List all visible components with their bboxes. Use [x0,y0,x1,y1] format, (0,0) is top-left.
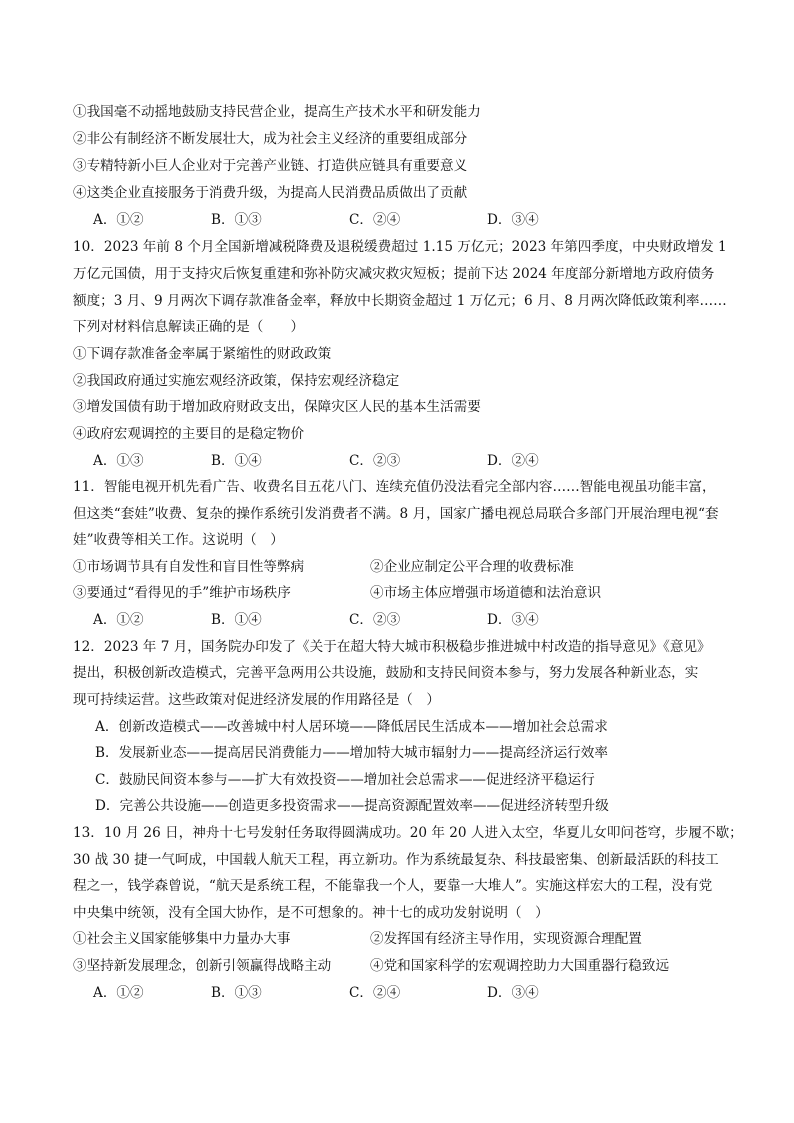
q10-stem-line-3: 额度；3 月、9 月两次下调存款准备金率，释放中长期资金超过 1 万亿元；6 月、8 月两次降低政策利率…… [73,293,727,309]
q13-statement-1: ①社会主义国家能够集中力量办大事 [73,931,291,947]
q12-stem-line-3: 现可持续运营。这些政策对促进经济发展的作用路径是（ ） [73,692,441,708]
q12-stem-line-1: 12．2023 年 7 月，国务院办印发了《关于在超大特大城市积极稳步推进城中村改造的指导意见》《意见》 [73,639,711,655]
q13-option-b: B．①③ [211,985,262,1001]
q9-statement-4: ④这类企业直接服务于消费升级，为提高人民消费品质做出了贡献 [73,185,468,201]
q13-statement-2: ②发挥国有经济主导作用，实现资源合理配置 [370,931,642,947]
q11-stem-line-3: 娃”收费等相关工作。这说明（ ） [73,532,284,548]
q12-option-a: A．创新改造模式——改善城中村人居环境——降低居民生活成本——增加社会总需求 [95,719,608,735]
q10-option-c: C．②③ [349,453,401,469]
q11-stem-line-1: 11．智能电视开机先看广告、收费名目五花八门、连续充值仍没法看完全部内容……智能电视虽功能丰富， [73,479,716,495]
q12-stem-line-2: 提出，积极创新改造模式，完善平急两用公共设施，鼓励和支持民间资本参与，努力发展各种新业态，实 [73,665,699,681]
q12-option-b: B．发展新业态——提高居民消费能力——增加特大城市辐射力——提高经济运行效率 [95,745,608,761]
q10-stem-line-4: 下列对材料信息解读正确的是（ ） [73,319,305,335]
q13-option-a: A．①② [93,985,144,1001]
q13-stem-line-2: 30 战 30 捷一气呵成，中国载人航天工程，再立新功。作为系统最复杂、科技最密集、创新最活跃的科技工 [73,852,719,868]
q11-option-b: B．①④ [211,612,262,628]
q13-stem-line-1: 13．10 月 26 日，神舟十七号发射任务取得圆满成功。20 年 20 人进入太空，华夏儿女叩问苍穹，步履不歇； [73,825,743,841]
q11-option-d: D．③④ [487,612,539,628]
q11-stem-line-2: 但这类“套娃”收费、复杂的操作系统引发消费者不满。8 月，国家广播电视总局联合多部门开展治理电视“套 [73,506,719,522]
q9-option-d: D．③④ [487,212,539,228]
q13-stem-line-3: 程之一，钱学森曾说，“航天是系统工程，不能靠我一个人，要靠一大堆人”。实施这样宏大的工程，没有党 [73,878,713,894]
q11-statement-2: ②企业应制定公平合理的收费标准 [370,559,574,575]
q9-statement-2: ②非公有制经济不断发展壮大，成为社会主义经济的重要组成部分 [73,131,468,147]
q10-statement-2: ②我国政府通过实施宏观经济政策，保持宏观经济稳定 [73,373,400,389]
q9-option-a: A．①② [93,212,144,228]
q10-option-b: B．①④ [211,453,262,469]
q11-statement-4: ④市场主体应增强市场道德和法治意识 [370,585,602,601]
q10-option-a: A．①③ [93,453,144,469]
q13-option-c: C．②④ [349,985,401,1001]
q10-statement-3: ③增发国债有助于增加政府财政支出，保障灾区人民的基本生活需要 [73,399,481,415]
q9-option-b: B．①③ [211,212,262,228]
q11-option-a: A．①② [93,612,144,628]
q10-stem-line-1: 10．2023 年前 8 个月全国新增减税降费及退税缓费超过 1.15 万亿元；2023 年第四季度，中央财政增发 1 [73,239,727,255]
q13-statement-3: ③坚持新发展理念，创新引领赢得战略主动 [73,958,332,974]
q13-option-d: D．③④ [487,985,539,1001]
q12-option-c: C．鼓励民间资本参与——扩大有效投资——增加社会总需求——促进经济平稳运行 [95,772,595,788]
q11-statement-3: ③要通过“看得见的手”维护市场秩序 [73,585,291,601]
q9-statement-1: ①我国毫不动摇地鼓励支持民营企业，提高生产技术水平和研发能力 [73,104,481,120]
q10-statement-4: ④政府宏观调控的主要目的是稳定物价 [73,426,305,442]
q11-option-c: C．②③ [349,612,401,628]
q10-stem-line-2: 万亿元国债，用于支持灾后恢复重建和弥补防灾减灾救灾短板；提前下达 2024 年度部分新增地方政府债务 [73,266,715,282]
q11-statement-1: ①市场调节具有自发性和盲目性等弊病 [73,559,305,575]
q13-statement-4: ④党和国家科学的宏观调控助力大国重器行稳致远 [370,958,670,974]
q9-statement-3: ③专精特新小巨人企业对于完善产业链、打造供应链具有重要意义 [73,158,468,174]
q10-option-d: D．②④ [487,453,539,469]
q9-option-c: C．②④ [349,212,401,228]
q12-option-d: D．完善公共设施——创造更多投资需求——提高资源配置效率——促进经济转型升级 [95,798,609,814]
q10-statement-1: ①下调存款准备金率属于紧缩性的财政政策 [73,346,332,362]
q13-stem-line-4: 中央集中统领，没有全国大协作，是不可想象的。神十七的成功发射说明（ ） [73,905,549,921]
